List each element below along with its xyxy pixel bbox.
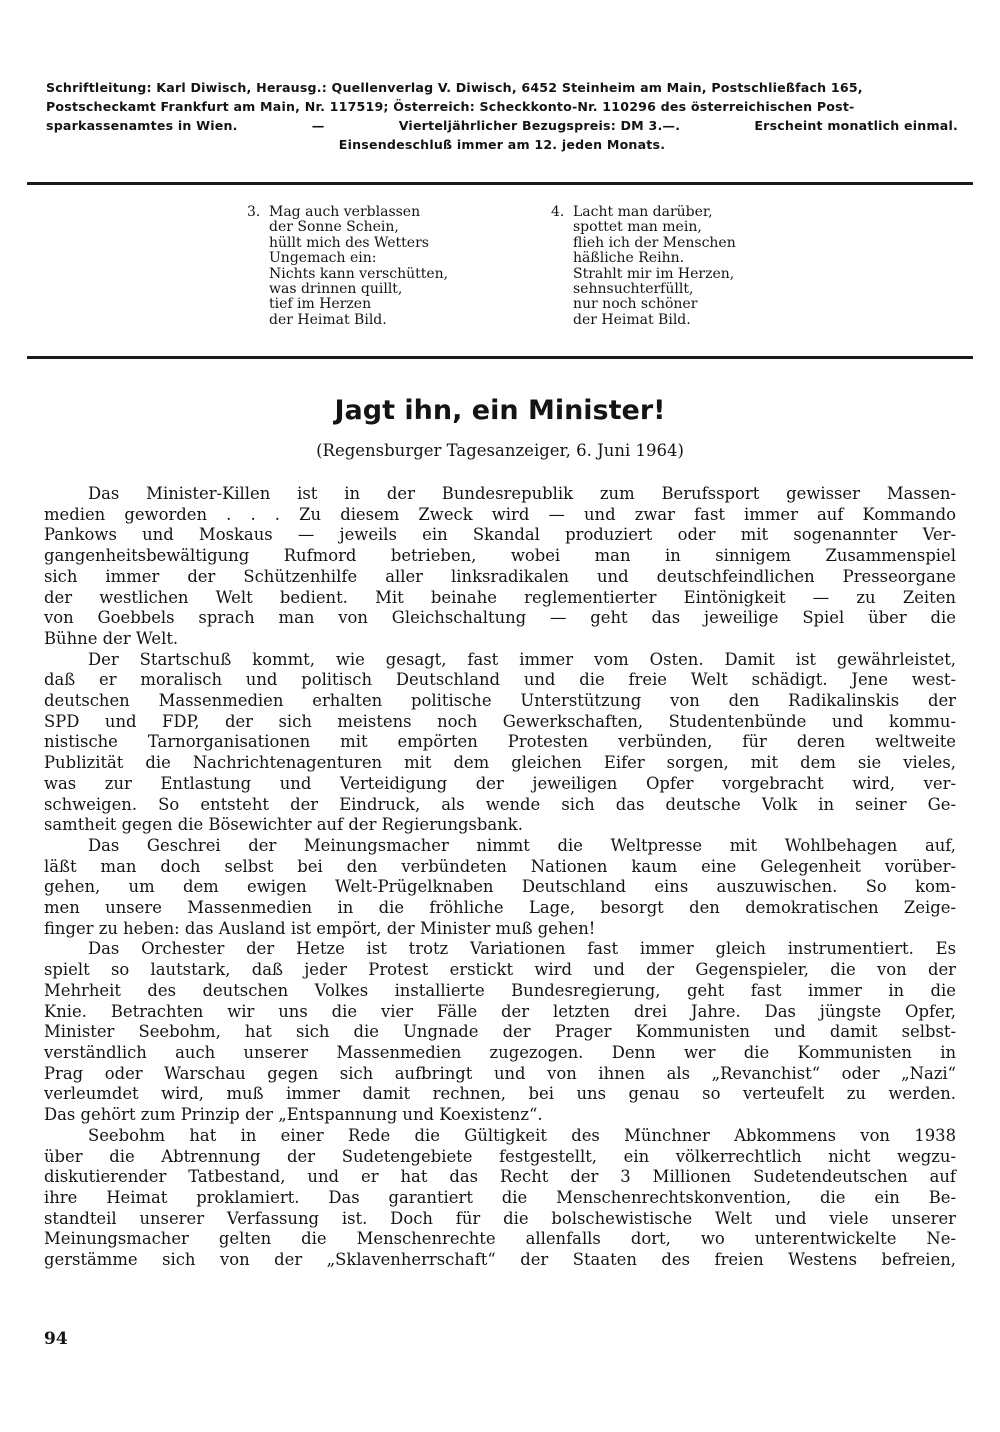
text-line: Das Orchester der Hetze ist trotz Variationen fast immer gleich instrumentiert. Es bbox=[88, 939, 956, 959]
text-line: Pankows und Moskaus — jeweils ein Skandal produziert oder mit sogenannter Ver- bbox=[44, 525, 956, 545]
verse-line: Strahlt mir im Herzen, bbox=[573, 265, 735, 282]
verse-line-text: Lacht man darüber, bbox=[573, 204, 713, 220]
text-line: samtheit gegen die Bösewichter auf der Regierungsbank. bbox=[44, 815, 523, 835]
verse-line bbox=[247, 205, 448, 220]
verse-line: hüllt mich des Wetters bbox=[269, 234, 429, 251]
text-line: Bühne der Welt. bbox=[44, 628, 179, 648]
text-line: der westlichen Welt bedient. Mit beinahe reglementierter Eintönigkeit — zu Zeiten bbox=[44, 587, 956, 607]
text-line: ihre Heimat proklamiert. Das garantiert die Menschenrechtskonvention, die ein Be- bbox=[44, 1187, 956, 1207]
text-line: nistische Tarnorganisationen mit empörten Protesten verbünden, für deren weltweite bbox=[44, 732, 956, 752]
text-line: Der Startschuß kommt, wie gesagt, fast immer vom Osten. Damit ist gewährleistet, bbox=[88, 649, 956, 669]
article-body bbox=[44, 484, 956, 1271]
verse-line: der Heimat Bild. bbox=[573, 311, 691, 328]
masthead-line-1: Schriftleitung: Karl Diwisch, Herausg.: Quellenverlag V. Diwisch, 6452 Steinheim am Main, Postschließfach 165, bbox=[46, 80, 863, 95]
text-line: Knie. Betrachten wir uns die vier Fälle der letzten drei Jahre. Das jüngste Opfer, bbox=[44, 1001, 956, 1021]
text-line: gehen, um dem ewigen Welt-Prügelknaben Deutschland eins auszuwischen. So kom- bbox=[44, 877, 956, 897]
text-line: diskutierender Tatbestand, und er hat das Recht der 3 Millionen Sudetendeutschen auf bbox=[44, 1167, 956, 1187]
verse-line: flieh ich der Menschen bbox=[573, 234, 736, 251]
text-line: läßt man doch selbst bei den verbündeten Nationen kaum eine Gelegenheit vorüber- bbox=[44, 856, 956, 876]
stanza-number: 3. bbox=[247, 204, 261, 220]
text-line: von Goebbels sprach man von Gleichschaltung — geht das jeweilige Spiel über die bbox=[44, 608, 956, 628]
masthead-deadline: Einsendeschluß immer am 12. jeden Monats. bbox=[338, 137, 666, 152]
masthead-frequency: Erscheint monatlich einmal. bbox=[754, 118, 958, 133]
text-line: Das gehört zum Prinzip der „Entspannung und Koexistenz“. bbox=[44, 1105, 543, 1125]
verse-line bbox=[551, 205, 736, 220]
masthead-price: Vierteljährlicher Bezugspreis: DM 3.—. bbox=[398, 118, 681, 133]
verse-line: sehnsuchterfüllt, bbox=[573, 281, 694, 298]
masthead-dash: — bbox=[311, 118, 325, 133]
text-line: finger zu heben: das Ausland ist empört, der Minister muß gehen! bbox=[44, 918, 596, 938]
text-line: verleumdet wird, muß immer damit rechnen, bei uns genau so verteufelt zu werden. bbox=[44, 1084, 956, 1104]
text-line: Meinungsmacher gelten die Menschenrechte allenfalls dort, wo unterentwickelte Ne- bbox=[44, 1229, 956, 1249]
bottom-divider-rule bbox=[27, 356, 973, 359]
verse-line: der Sonne Schein, bbox=[269, 219, 399, 236]
text-line: spielt so lautstark, daß jeder Protest erstickt wird und der Gegenspieler, die von der bbox=[44, 960, 956, 980]
text-line: Prag oder Warschau gegen sich aufbringt und von ihnen als „Revanchist“ oder „Nazi“ bbox=[44, 1063, 956, 1083]
text-line: standteil unserer Verfassung ist. Doch für die bolschewistische Welt und viele unserer bbox=[44, 1208, 956, 1228]
text-line: Das Geschrei der Meinungsmacher nimmt die Weltpresse mit Wohlbehagen auf, bbox=[88, 835, 956, 855]
masthead-location: sparkassenamtes in Wien. bbox=[46, 118, 238, 133]
article-headline: Jagt ihn, ein Minister! bbox=[334, 395, 666, 426]
text-line: sich immer der Schützenhilfe aller linksradikalen und deutschfeindlichen Presseorgane bbox=[44, 566, 956, 586]
verse-line: Ungemach ein: bbox=[269, 250, 377, 267]
verse-line: nur noch schöner bbox=[573, 296, 698, 313]
text-line: gangenheitsbewältigung Rufmord betrieben, wobei man in sinnigem Zusammenspiel bbox=[44, 546, 956, 566]
text-line: schweigen. So entsteht der Eindruck, als wende sich das deutsche Volk in seiner Ge- bbox=[44, 794, 956, 814]
masthead-line-3 bbox=[46, 116, 958, 135]
text-line: Seebohm hat in einer Rede die Gültigkeit des Münchner Abkommens von 1938 bbox=[88, 1125, 956, 1145]
verse-line-text: Mag auch verblassen bbox=[269, 204, 421, 220]
stanza-number: 4. bbox=[551, 204, 565, 220]
text-line: was zur Entlastung und Verteidigung der jeweiligen Opfer vorgebracht wird, ver- bbox=[44, 773, 956, 793]
verse-line: der Heimat Bild. bbox=[269, 311, 387, 328]
text-line: verständlich auch unserer Massenmedien zugezogen. Denn wer die Kommunisten in bbox=[44, 1042, 956, 1062]
top-divider-rule bbox=[27, 182, 973, 185]
text-line: Das Minister-Killen ist in der Bundesrepublik zum Berufssport gewisser Massen- bbox=[88, 484, 956, 503]
text-line: deutschen Massenmedien erhalten politische Unterstützung von den Radikalinskis der bbox=[44, 691, 956, 711]
verse-stanza-4 bbox=[551, 205, 736, 328]
text-line: men unsere Massenmedien in die fröhliche Lage, besorgt den demokratischen Zeige- bbox=[44, 898, 956, 918]
text-line: über die Abtrennung der Sudetengebiete festgestellt, ein völkerrechtlich nicht wegzu- bbox=[44, 1146, 956, 1166]
verse-line: häßliche Reihn. bbox=[573, 250, 685, 267]
masthead bbox=[46, 78, 958, 154]
article-source: (Regensburger Tagesanzeiger, 6. Juni 1964) bbox=[316, 441, 684, 460]
page-number: 94 bbox=[44, 1329, 68, 1349]
text-line: Mehrheit des deutschen Volkes installierte Bundesregierung, geht fast immer in die bbox=[44, 980, 956, 1000]
text-line: gerstämme sich von der „Sklavenherrschaft“ der Staaten des freien Westens befreien, bbox=[44, 1250, 956, 1270]
masthead-line-2: Postscheckamt Frankfurt am Main, Nr. 117519; Österreich: Scheckkonto-Nr. 110296 des österreichischen Post- bbox=[46, 99, 855, 114]
verse-line: was drinnen quillt, bbox=[269, 281, 403, 298]
text-line: Minister Seebohm, hat sich die Ungnade der Prager Kommunisten und damit selbst- bbox=[44, 1022, 956, 1042]
verse-line: spottet man mein, bbox=[573, 219, 702, 236]
verse-line: tief im Herzen bbox=[269, 296, 372, 313]
verse-stanza-3 bbox=[247, 205, 448, 328]
text-line: daß er moralisch und politisch Deutschland und die freie Welt schädigt. Jene west- bbox=[44, 670, 956, 690]
verse-line: Nichts kann verschütten, bbox=[269, 265, 449, 282]
text-line: SPD und FDP, der sich meistens noch Gewerkschaften, Studentenbünde und kommu- bbox=[44, 711, 956, 731]
text-line: Publizität die Nachrichtenagenturen mit dem gleichen Eifer sorgen, mit dem sie vieles, bbox=[44, 753, 956, 773]
text-line: medien geworden . . . Zu diesem Zweck wird — und zwar fast immer auf Kommando bbox=[44, 504, 956, 524]
